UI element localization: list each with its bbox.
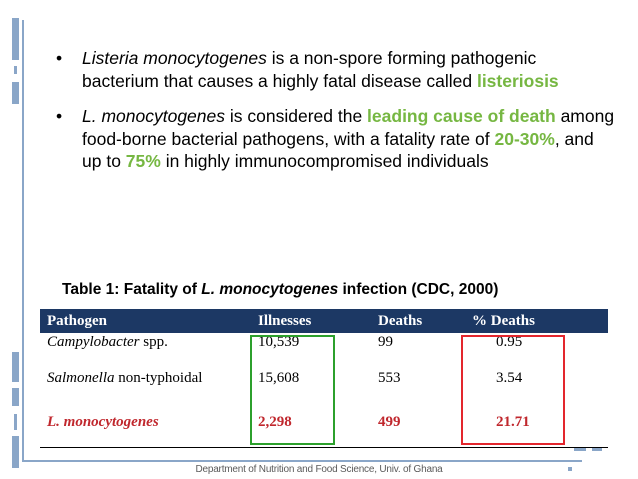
decorative-bar: [12, 352, 19, 382]
cell-pathogen: [47, 414, 159, 431]
species-name: L. monocytogenes: [82, 106, 226, 126]
decorative-bar: [12, 82, 19, 104]
pathogen-suffix: non-typhoidal: [114, 370, 203, 386]
bullet-marker: •: [56, 106, 63, 126]
bullet-list: [56, 47, 616, 173]
decorative-horizontal-line: [22, 460, 582, 462]
decorative-vertical-line: [22, 20, 24, 460]
cell-deaths: 499: [378, 414, 401, 430]
caption-suffix: infection (CDC, 2000): [338, 281, 499, 298]
cell-pathogen: [47, 334, 168, 351]
pct-deaths-highlight-box: [461, 335, 565, 445]
table-bottom-rule: [40, 447, 608, 448]
bullet-item: [56, 47, 616, 92]
highlight-text: leading cause of death: [367, 106, 556, 126]
cell-illnesses: 15,608: [258, 370, 300, 386]
cell-illnesses: 10,539: [258, 334, 300, 350]
bullet-marker: •: [56, 48, 63, 68]
header-pathogen: Pathogen: [47, 313, 107, 329]
pathogen-genus: Salmonella: [47, 370, 115, 386]
decorative-bar: [12, 388, 19, 406]
caption-species: L. monocytogenes: [201, 281, 339, 298]
bullet-text: in highly immunocompromised individuals: [160, 151, 489, 171]
cell-pct-deaths: 21.71: [496, 414, 530, 430]
cell-illnesses: 2,298: [258, 414, 292, 430]
pathogen-species: L. monocytogenes: [47, 414, 159, 430]
species-name: Listeria monocytogenes: [82, 48, 267, 68]
pathogen-genus: Campylobacter: [47, 334, 140, 350]
highlight-text: 75%: [125, 151, 161, 171]
cell-pct-deaths: 0.95: [496, 334, 523, 350]
header-deaths: Deaths: [378, 313, 423, 329]
table-header-row: [40, 309, 608, 333]
bullet-item: [56, 105, 616, 173]
decorative-bar: [12, 18, 19, 60]
footer-text: Department of Nutrition and Food Science, Univ. of Ghana: [195, 464, 443, 475]
cell-deaths: 99: [378, 334, 393, 350]
bullet-text: is considered the: [225, 106, 368, 126]
illnesses-highlight-box: [250, 335, 335, 445]
table-caption: [62, 281, 498, 299]
bullet-text: among food-borne bacterial pathogens, with a fatality rate of: [82, 106, 615, 149]
highlight-text: listeriosis: [476, 70, 559, 91]
cell-pct-deaths: 3.54: [496, 370, 523, 386]
pathogen-suffix: spp.: [139, 334, 168, 350]
decorative-bar: [14, 414, 17, 430]
cell-deaths: 553: [378, 370, 401, 386]
highlight-text: 20-30%: [494, 128, 555, 149]
bullet-text: , and up to: [82, 128, 594, 171]
caption-prefix: Table 1: Fatality of: [62, 281, 202, 298]
header-pct-deaths: % Deaths: [472, 313, 535, 329]
header-illnesses: Illnesses: [258, 313, 312, 329]
bullet-text: is a non-spore forming pathogenic bacterium that causes a highly fatal disease called: [82, 48, 537, 91]
decorative-bar: [14, 66, 17, 74]
cell-pathogen: [47, 370, 202, 387]
